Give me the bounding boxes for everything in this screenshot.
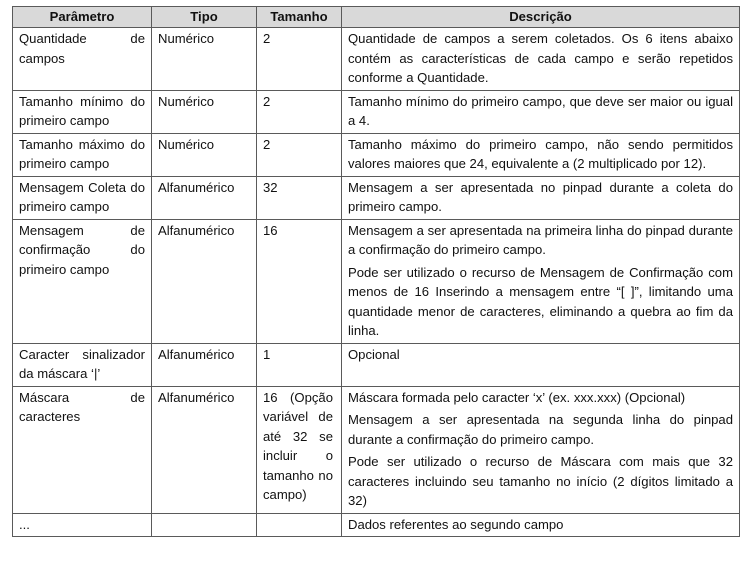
description-paragraph: Opcional bbox=[348, 346, 400, 362]
cell-descricao bbox=[342, 176, 740, 219]
cell-descricao bbox=[342, 90, 740, 133]
parameters-table bbox=[12, 6, 740, 537]
table-row bbox=[13, 28, 740, 91]
cell-tamanho: 16 (Opção variável de até 32 se incluir o tamanho no campo) bbox=[257, 386, 342, 513]
cell-descricao bbox=[342, 513, 740, 537]
description-paragraph: Pode ser utilizado o recurso de Máscara com mais que 32 caracteres incluindo seu tamanho no início (2 dígitos limitado a 32) bbox=[348, 454, 733, 508]
cell-parametro: Mensagem Coleta do primeiro campo bbox=[13, 176, 152, 219]
description-paragraph: Mensagem a ser apresentada na primeira linha do pinpad durante a confirmação do primeiro campo. bbox=[348, 222, 733, 257]
cell-tipo: Alfanumérico bbox=[152, 343, 257, 386]
cell-parametro: ... bbox=[13, 513, 152, 537]
header-tamanho: Tamanho bbox=[257, 7, 342, 28]
header-parametro: Parâmetro bbox=[13, 7, 152, 28]
cell-parametro: Tamanho mínimo do primeiro campo bbox=[13, 90, 152, 133]
table-row bbox=[13, 176, 740, 219]
cell-tamanho: 2 bbox=[257, 28, 342, 91]
table-row bbox=[13, 343, 740, 386]
cell-tipo: Numérico bbox=[152, 28, 257, 91]
cell-parametro: Caracter sinalizador da máscara ‘|’ bbox=[13, 343, 152, 386]
parameters-document bbox=[12, 6, 740, 537]
cell-tamanho: 1 bbox=[257, 343, 342, 386]
table-row bbox=[13, 133, 740, 176]
description-paragraph: Máscara formada pelo caracter ‘x’ (ex. xxx.xxx) (Opcional) bbox=[348, 389, 686, 405]
cell-descricao bbox=[342, 133, 740, 176]
table-row bbox=[13, 90, 740, 133]
table-body bbox=[13, 28, 740, 537]
table-row bbox=[13, 513, 740, 537]
cell-tipo: Numérico bbox=[152, 90, 257, 133]
cell-descricao bbox=[342, 386, 740, 513]
cell-tamanho bbox=[257, 513, 342, 537]
cell-parametro: Tamanho máximo do primeiro campo bbox=[13, 133, 152, 176]
description-paragraph: Tamanho mínimo do primeiro campo, que deve ser maior ou igual a 4. bbox=[348, 93, 733, 128]
cell-tamanho: 16 bbox=[257, 219, 342, 343]
cell-parametro: Quantidade de campos bbox=[13, 28, 152, 91]
cell-tamanho: 2 bbox=[257, 90, 342, 133]
cell-descricao bbox=[342, 28, 740, 91]
table-row bbox=[13, 219, 740, 343]
description-paragraph: Tamanho máximo do primeiro campo, não sendo permitidos valores maiores que 24, equivalente a (2 multiplicado por 12). bbox=[348, 136, 733, 171]
header-descricao: Descrição bbox=[342, 7, 740, 28]
cell-tipo bbox=[152, 513, 257, 537]
description-paragraph: Quantidade de campos a serem coletados. Os 6 itens abaixo contém as características de cada campo e serão repetidos conforme a Quantidade. bbox=[348, 31, 733, 85]
cell-tipo: Alfanumérico bbox=[152, 176, 257, 219]
cell-parametro: Mensagem de confirmação do primeiro campo bbox=[13, 219, 152, 343]
cell-descricao bbox=[342, 343, 740, 386]
description-paragraph: Dados referentes ao segundo campo bbox=[348, 516, 564, 532]
description-paragraph: Mensagem a ser apresentada na segunda linha do pinpad durante a confirmação do primeiro campo. bbox=[348, 412, 733, 447]
description-paragraph: Mensagem a ser apresentada no pinpad durante a coleta do primeiro campo. bbox=[348, 179, 733, 214]
cell-tipo: Alfanumérico bbox=[152, 386, 257, 513]
table-header-row bbox=[13, 7, 740, 28]
table-row bbox=[13, 386, 740, 513]
cell-tamanho: 32 bbox=[257, 176, 342, 219]
cell-parametro: Máscara de caracteres bbox=[13, 386, 152, 513]
header-tipo: Tipo bbox=[152, 7, 257, 28]
description-paragraph: Pode ser utilizado o recurso de Mensagem de Confirmação com menos de 16 Inserindo a mensagem entre “[ ]”, limitando uma quantidade menor de caracteres, eliminando a quebra ao fim da linha. bbox=[348, 264, 733, 338]
cell-tipo: Alfanumérico bbox=[152, 219, 257, 343]
cell-tamanho: 2 bbox=[257, 133, 342, 176]
cell-descricao bbox=[342, 219, 740, 343]
cell-tipo: Numérico bbox=[152, 133, 257, 176]
